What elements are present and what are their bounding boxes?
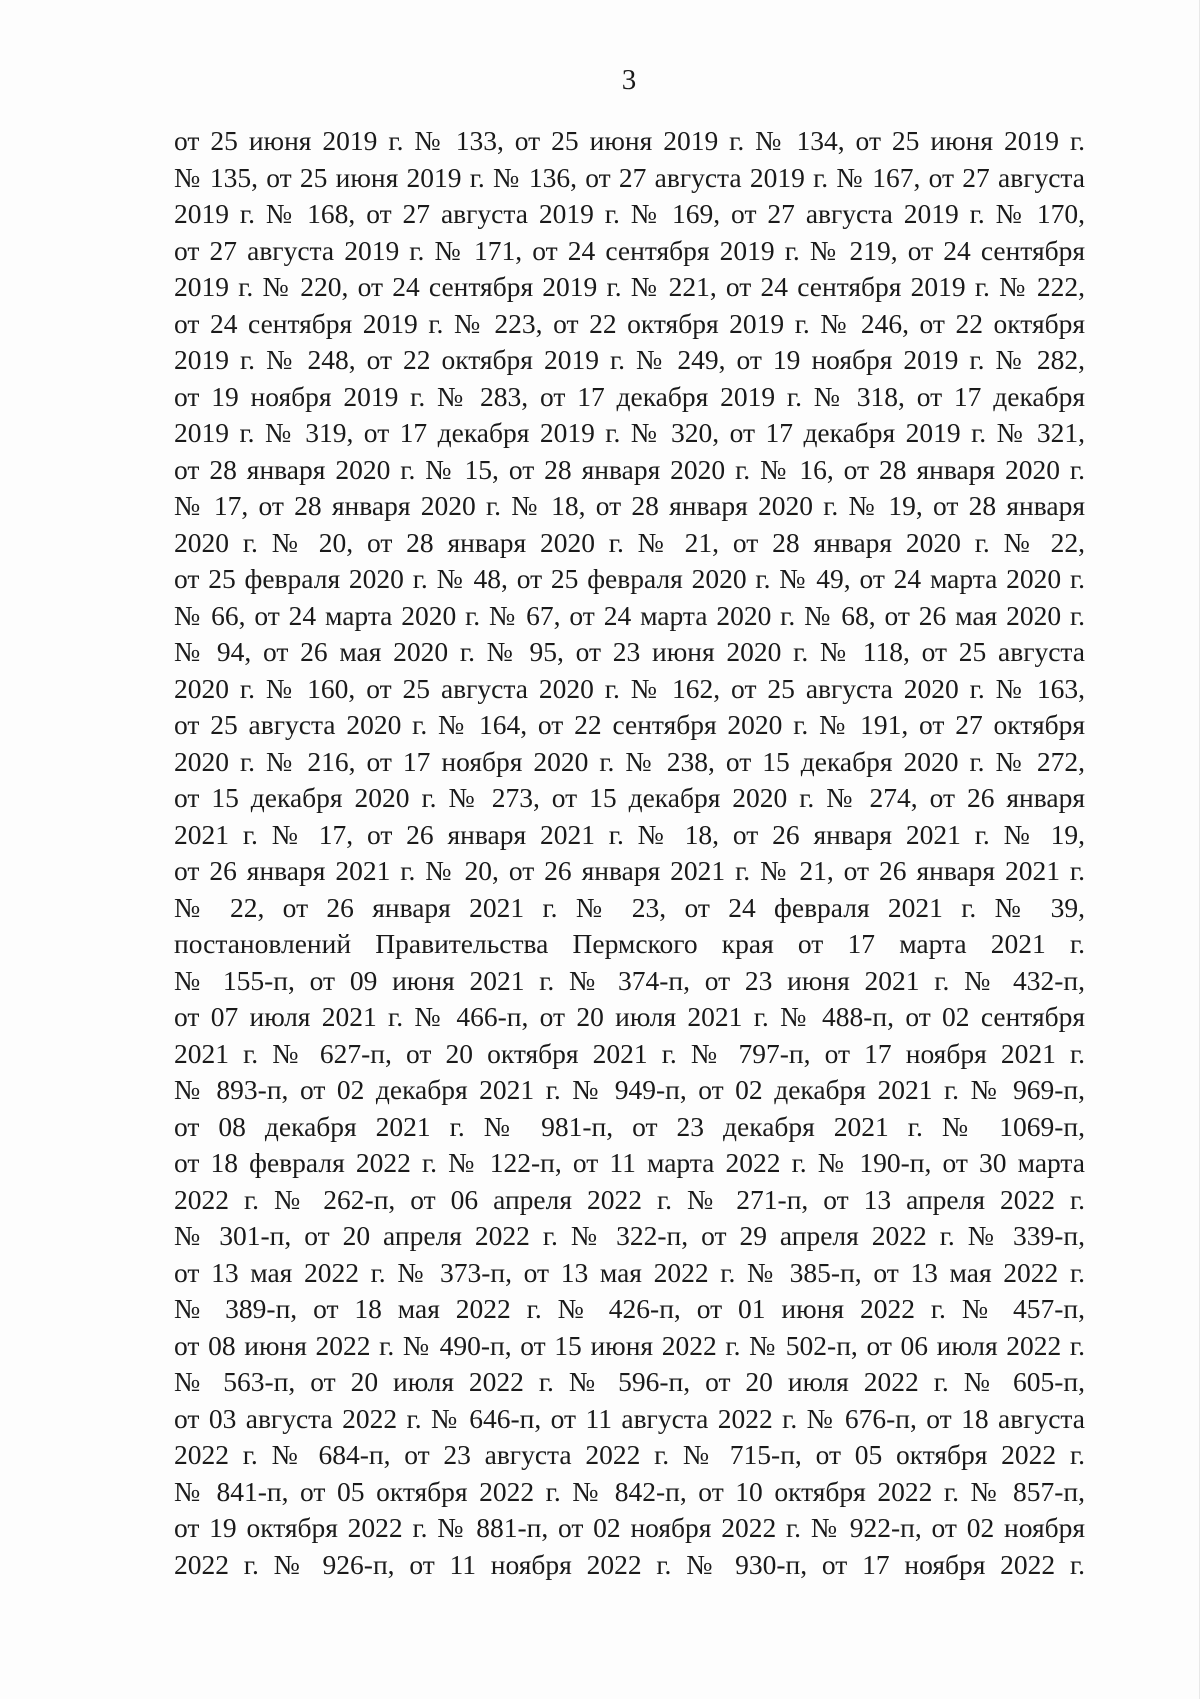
text-line: от 28 января 2020 г. № 15, от 28 января 2020 г. № 16, от 28 января 2020 г. [174,453,1085,485]
text-line: 2022 г. № 684-п, от 23 августа 2022 г. № 715-п, от 05 октября 2022 г. [174,1439,1085,1470]
text-line: 2020 г. № 160, от 25 августа 2020 г. № 162, от 25 августа 2020 г. № 163, [174,672,1085,704]
text-line: от 19 ноября 2019 г. № 283, от 17 декабря 2019 г. № 318, от 17 декабря [174,380,1085,412]
text-line: постановлений Правительства Пермского края от 17 марта 2021 г. [174,928,1085,959]
page-number: 3 [621,64,637,96]
body-text [174,123,1085,1583]
text-line: 2019 г. № 168, от 27 августа 2019 г. № 169, от 27 августа 2019 г. № 170, [174,198,1085,229]
text-line: № 841-п, от 05 октября 2022 г. № 842-п, от 10 октября 2022 г. № 857-п, [174,1475,1085,1507]
text-line: от 25 февраля 2020 г. № 48, от 25 февраля 2020 г. № 49, от 24 марта 2020 г. [174,563,1085,594]
text-line: № 155-п, от 09 июня 2021 г. № 374-п, от 23 июня 2021 г. № 432-п, [174,964,1085,996]
text-line: от 13 мая 2022 г. № 373-п, от 13 мая 2022 г. № 385-п, от 13 мая 2022 г. [174,1256,1085,1288]
text-line: от 25 августа 2020 г. № 164, от 22 сентября 2020 г. № 191, от 27 октября [174,709,1085,740]
text-line: от 24 сентября 2019 г. № 223, от 22 октября 2019 г. № 246, от 22 октября [174,307,1085,339]
text-line: 2022 г. № 926-п, от 11 ноября 2022 г. № 930-п, от 17 ноября 2022 г. [174,1548,1085,1580]
text-line: 2020 г. № 20, от 28 января 2020 г. № 21, от 28 января 2020 г. № 22, [174,526,1085,558]
text-line: 2021 г. № 17, от 26 января 2021 г. № 18, от 26 января 2021 г. № 19, [174,818,1085,850]
text-line: № 301-п, от 20 апреля 2022 г. № 322-п, от 29 апреля 2022 г. № 339-п, [174,1220,1085,1251]
text-line: от 27 августа 2019 г. № 171, от 24 сентября 2019 г. № 219, от 24 сентября [174,234,1085,266]
text-line: № 893-п, от 02 декабря 2021 г. № 949-п, от 02 декабря 2021 г. № 969-п, [174,1074,1085,1105]
text-line: от 26 января 2021 г. № 20, от 26 января 2021 г. № 21, от 26 января 2021 г. [174,855,1085,886]
text-line: от 08 июня 2022 г. № 490-п, от 15 июня 2022 г. № 502-п, от 06 июля 2022 г. [174,1329,1085,1361]
text-line: от 07 июля 2021 г. № 466-п, от 20 июля 2021 г. № 488-п, от 02 сентября [174,1001,1085,1032]
text-line: от 25 июня 2019 г. № 133, от 25 июня 2019 г. № 134, от 25 июня 2019 г. [174,125,1085,156]
text-line: № 22, от 26 января 2021 г. № 23, от 24 февраля 2021 г. № 39, [174,891,1085,923]
text-line: 2019 г. № 319, от 17 декабря 2019 г. № 320, от 17 декабря 2019 г. № 321, [174,417,1085,448]
text-line: № 389-п, от 18 мая 2022 г. № 426-п, от 01 июня 2022 г. № 457-п, [174,1293,1085,1324]
text-line: от 19 октября 2022 г. № 881-п, от 02 ноября 2022 г. № 922-п, от 02 ноября [174,1512,1085,1543]
text-line: от 08 декабря 2021 г. № 981-п, от 23 декабря 2021 г. № 1069-п, [174,1110,1085,1142]
text-line: № 94, от 26 мая 2020 г. № 95, от 23 июня 2020 г. № 118, от 25 августа [174,636,1085,667]
text-line: от 18 февраля 2022 г. № 122-п, от 11 марта 2022 г. № 190-п, от 30 марта [174,1147,1085,1178]
text-line: 2019 г. № 248, от 22 октября 2019 г. № 249, от 19 ноября 2019 г. № 282, [174,344,1085,375]
text-line: 2020 г. № 216, от 17 ноября 2020 г. № 238, от 15 декабря 2020 г. № 272, [174,745,1085,777]
text-line: № 135, от 25 июня 2019 г. № 136, от 27 августа 2019 г. № 167, от 27 августа [174,161,1085,193]
text-line: № 17, от 28 января 2020 г. № 18, от 28 января 2020 г. № 19, от 28 января [174,490,1085,521]
text-line: от 03 августа 2022 г. № 646-п, от 11 августа 2022 г. № 676-п, от 18 августа [174,1402,1085,1434]
text-line: 2019 г. № 220, от 24 сентября 2019 г. № 221, от 24 сентября 2019 г. № 222, [174,271,1085,302]
text-line: № 66, от 24 марта 2020 г. № 67, от 24 марта 2020 г. № 68, от 26 мая 2020 г. [174,599,1085,631]
text-line: № 563-п, от 20 июля 2022 г. № 596-п, от 20 июля 2022 г. № 605-п, [174,1366,1085,1397]
text-line: 2021 г. № 627-п, от 20 октября 2021 г. № 797-п, от 17 ноября 2021 г. [174,1037,1085,1069]
text-line: 2022 г. № 262-п, от 06 апреля 2022 г. № 271-п, от 13 апреля 2022 г. [174,1183,1085,1215]
text-line: от 15 декабря 2020 г. № 273, от 15 декабря 2020 г. № 274, от 26 января [174,782,1085,813]
